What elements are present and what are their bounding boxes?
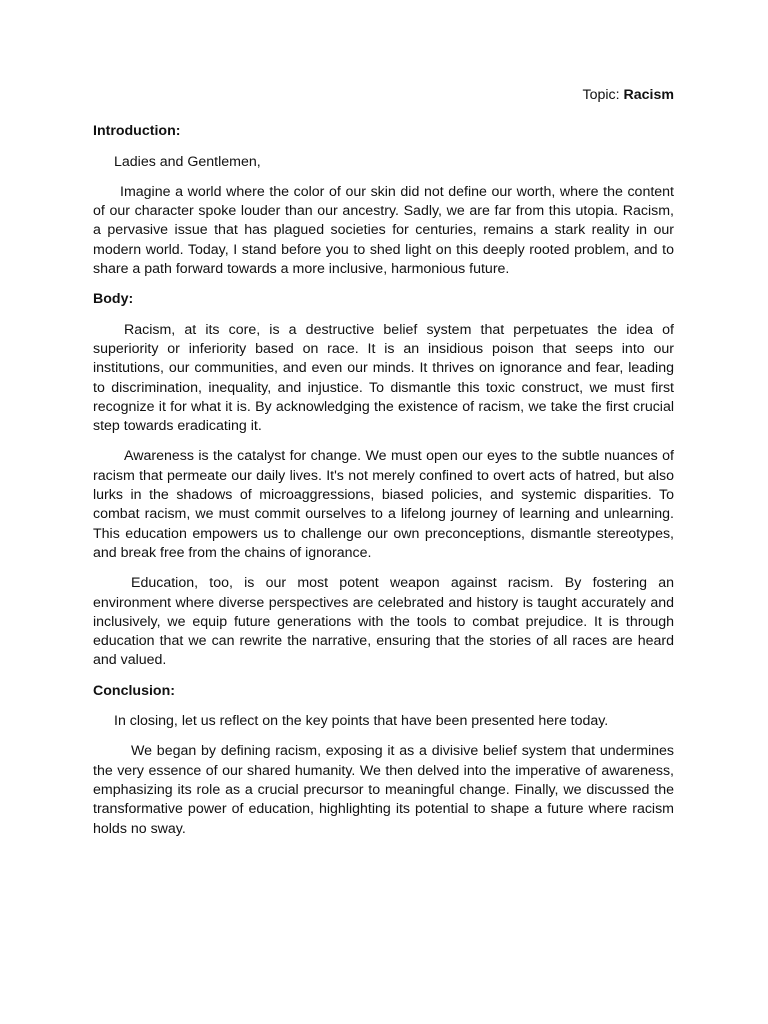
body-paragraph-1: Racism, at its core, is a destructive belief system that perpetuates the idea of superiority or inferiority based on race. It is an insidious poison that seeps into our institutions, our communities, and even our minds. It thrives on ignorance and fear, leading to discrimination, inequality, and injustice. To dismantle this toxic construct, we must first recognize it for what it is. By acknowledging the existence of racism, we take the first crucial step towards eradicating it. xyxy=(93,321,674,435)
conclusion-heading: Conclusion: xyxy=(93,682,175,699)
document-page xyxy=(93,86,674,839)
conclusion-paragraph-2: We began by defining racism, exposing it as a divisive belief system that undermines the very essence of our shared humanity. We then delved into the imperative of awareness, emphasizing its role as a crucial precursor to meaningful change. Finally, we discussed the transformative power of education, highlighting its potential to shape a future where racism holds no sway. xyxy=(93,743,674,837)
topic-value: Racism xyxy=(623,87,674,103)
topic-line xyxy=(93,86,674,105)
topic-label: Topic: xyxy=(582,87,620,103)
body-paragraph-2: Awareness is the catalyst for change. We must open our eyes to the subtle nuances of racism that permeate our daily lives. It's not merely confined to overt acts of hatred, but also lurks in the shadows of microaggressions, biased policies, and systemic disparities. To combat racism, we must commit ourselves to a lifelong journey of learning and unlearning. This education empowers us to challenge our own preconceptions, dismantle stereotypes, and break free from the chains of ignorance. xyxy=(93,448,674,561)
body-heading: Body: xyxy=(93,291,134,308)
conclusion-paragraph-1: In closing, let us reflect on the key points that have been presented here today. xyxy=(114,713,609,730)
body-paragraph-3: Education, too, is our most potent weapon against racism. By fostering an environment where diverse perspectives are celebrated and history is taught accurately and inclusively, we equip future generations with the tools to combat prejudice. It is through education that we can rewrite the narrative, ensuring that the stories of all races are heard and valued. xyxy=(93,575,674,669)
introduction-heading: Introduction: xyxy=(93,123,181,140)
introduction-paragraph-1: Imagine a world where the color of our skin did not define our worth, where the content of our character spoke louder than our ancestry. Sadly, we are far from this utopia. Racism, a pervasive issue that has plagued societies for centuries, remains a stark reality in our modern world. Today, I stand before you to shed light on this deeply rooted problem, and to share a path forward towards a more inclusive, harmonious future. xyxy=(93,183,674,278)
introduction-greeting: Ladies and Gentlemen, xyxy=(114,153,261,170)
